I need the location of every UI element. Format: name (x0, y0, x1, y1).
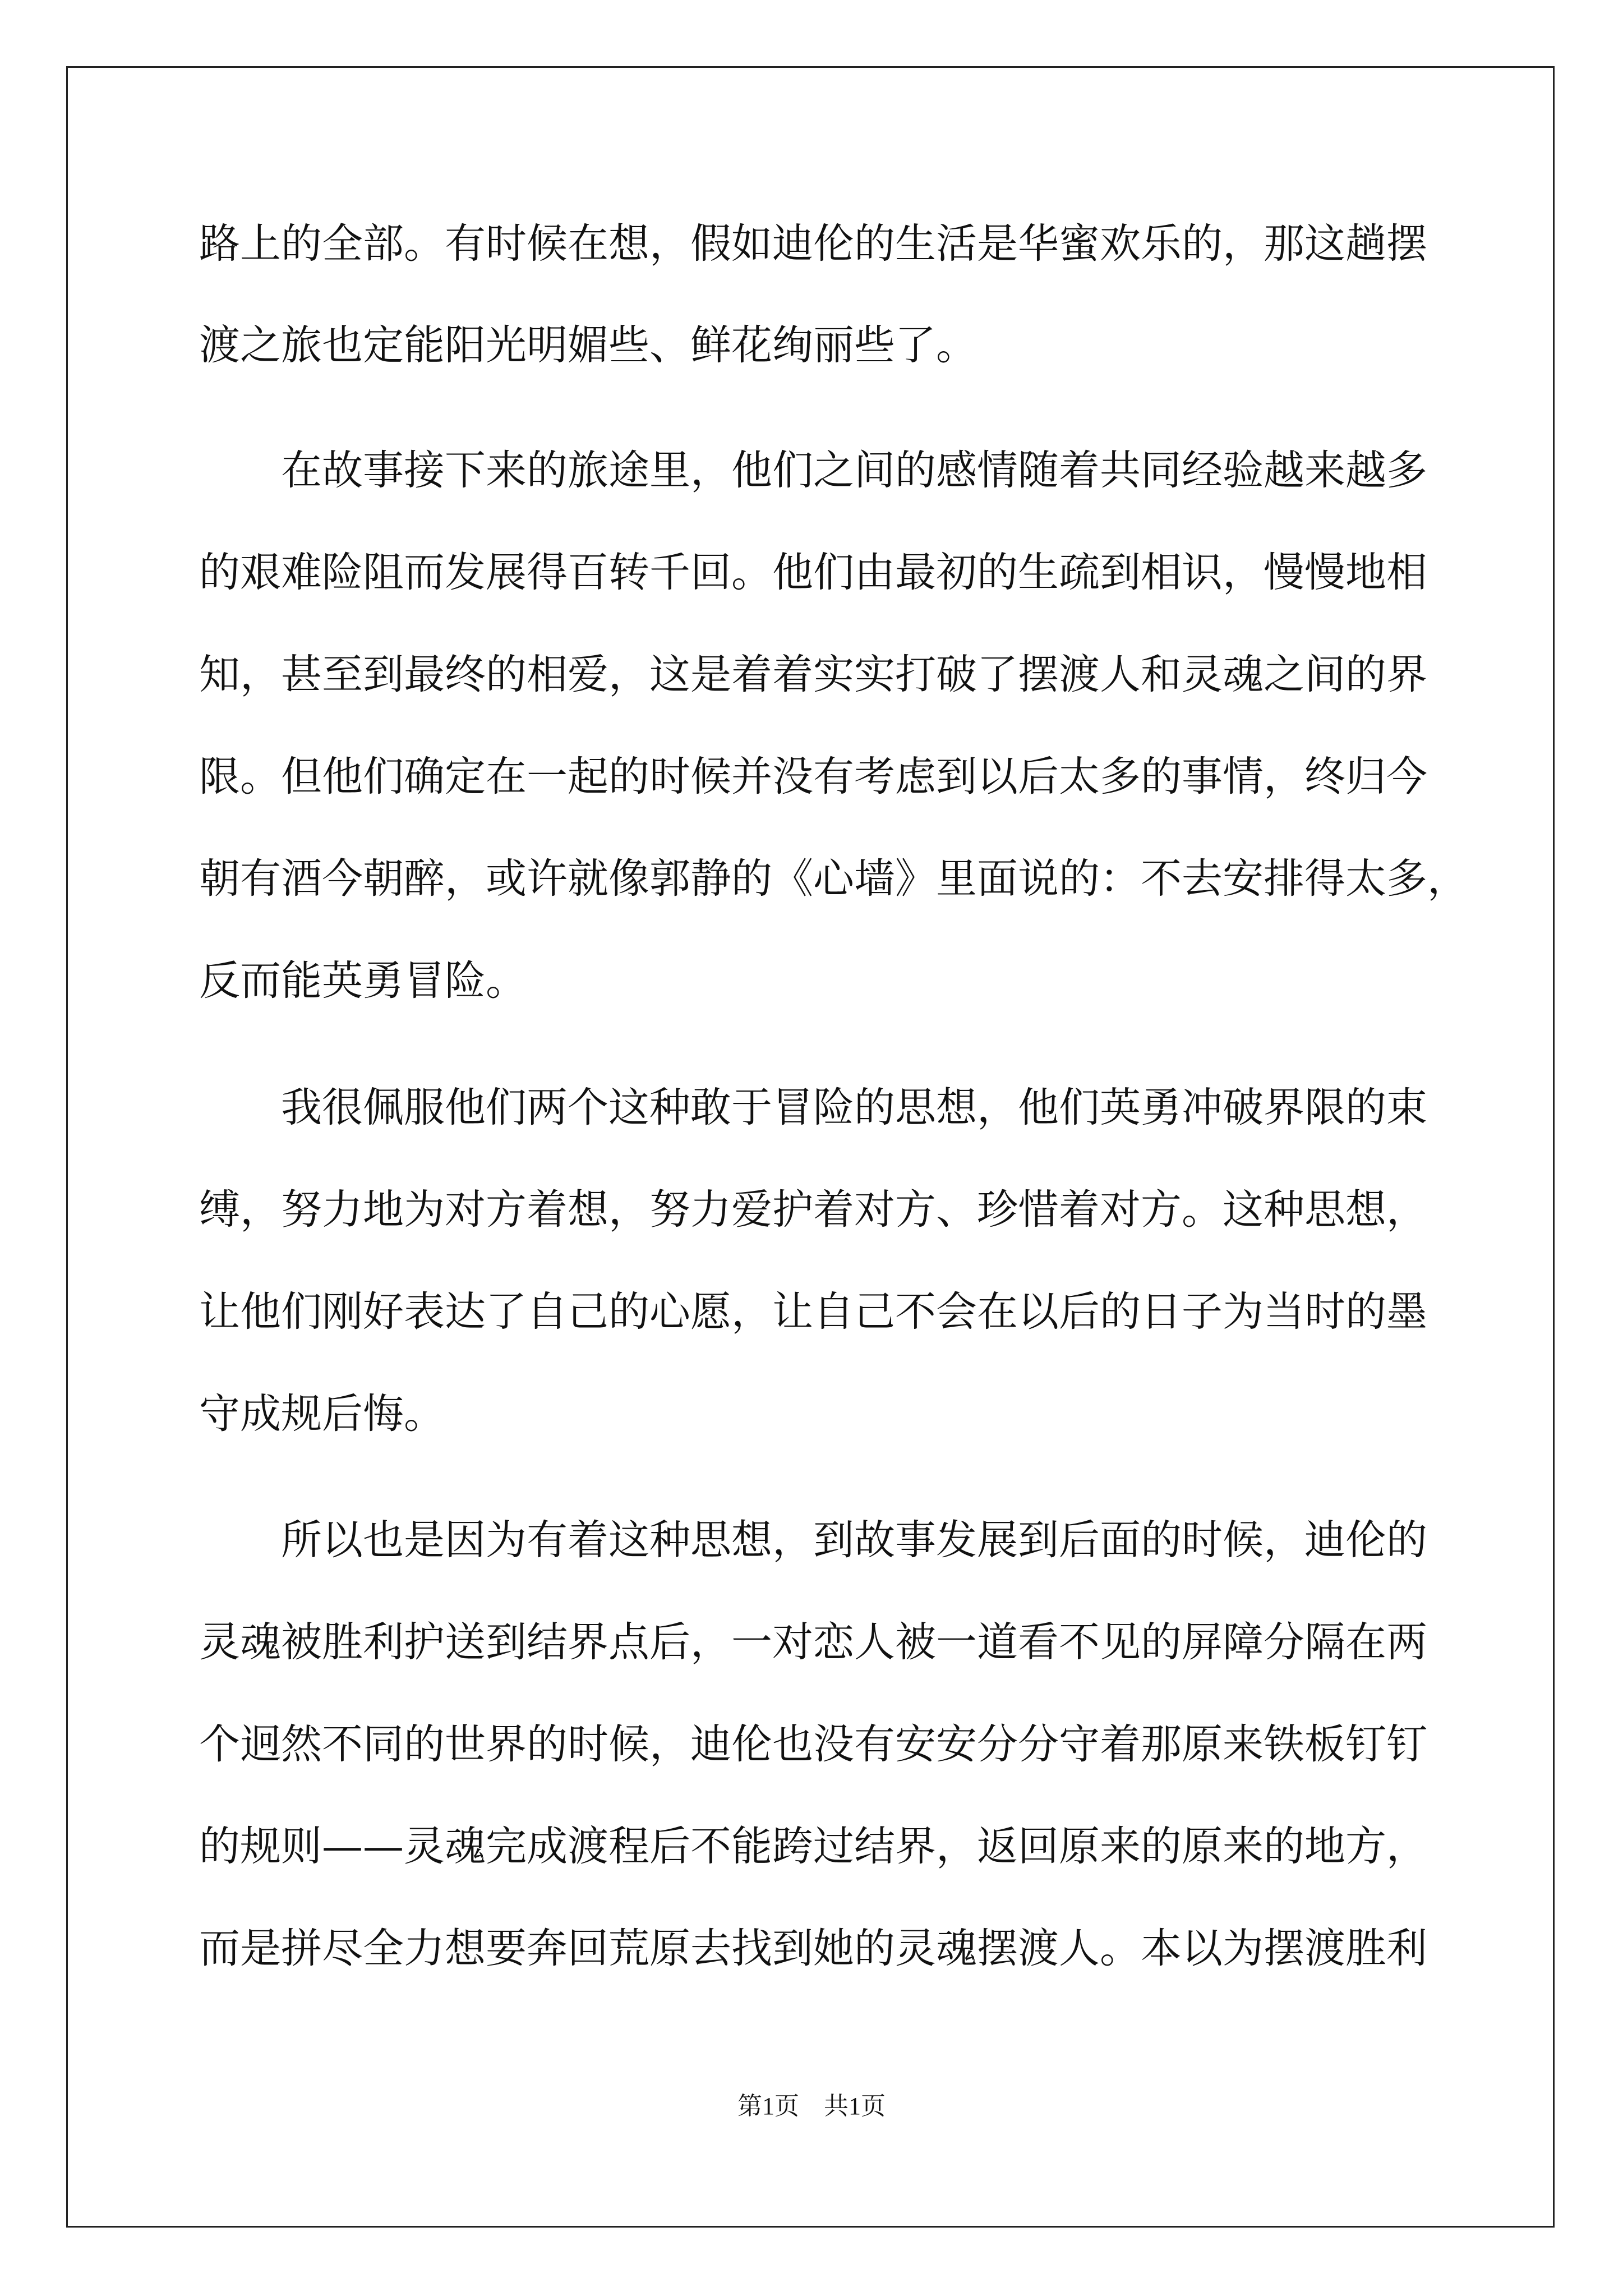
text-line: 我很佩服他们两个这种敢于冒险的思想，他们英勇冲破界限的束 (281, 1084, 1427, 1131)
text-line: 路上的全部。有时候在想，假如迪伦的生活是华蜜欢乐的，那这趟摆 (199, 220, 1427, 268)
page-total: 共1页 (824, 2092, 886, 2120)
text-line: 反而能英勇冒险。 (199, 957, 527, 1005)
text-line: 而是拼尽全力想要奔回荒原去找到她的灵魂摆渡人。本以为摆渡胜利 (199, 1925, 1427, 1972)
text-line: 个迥然不同的世界的时候，迪伦也没有安安分分守着那原来铁板钉钉 (199, 1720, 1427, 1768)
text-line: 所以也是因为有着这种思想，到故事发展到后面的时候，迪伦的 (281, 1516, 1427, 1564)
text-line: 知，甚至到最终的相爱，这是着着实实打破了摆渡人和灵魂之间的界 (199, 651, 1427, 698)
text-line: 让他们刚好表达了自己的心愿，让自己不会在以后的日子为当时的墨 (199, 1288, 1427, 1336)
text-line: 朝有酒今朝醉，或许就像郭静的《心墙》里面说的：不去安排得太多， (199, 855, 1468, 903)
page-border (66, 66, 1555, 2228)
text-line: 灵魂被胜利护送到结界点后，一对恋人被一道看不见的屏障分隔在两 (199, 1618, 1427, 1666)
page-number: 第1页 (737, 2092, 799, 2120)
text-line: 的艰难险阻而发展得百转千回。他们由最初的生疏到相识，慢慢地相 (199, 549, 1427, 596)
text-line: 渡之旅也定能阳光明媚些、鲜花绚丽些了。 (199, 321, 977, 369)
text-line: 在故事接下来的旅途里，他们之间的感情随着共同经验越来越多 (281, 447, 1427, 494)
text-line: 缚，努力地为对方着想，努力爱护着对方、珍惜着对方。这种思想， (199, 1186, 1427, 1234)
text-line: 守成规后悔。 (199, 1390, 445, 1438)
text-line: 限。但他们确定在一起的时候并没有考虑到以后太多的事情，终归今 (199, 753, 1427, 800)
page-footer (0, 2086, 1623, 2122)
text-line: 的规则——灵魂完成渡程后不能跨过结界，返回原来的原来的地方， (199, 1823, 1427, 1870)
